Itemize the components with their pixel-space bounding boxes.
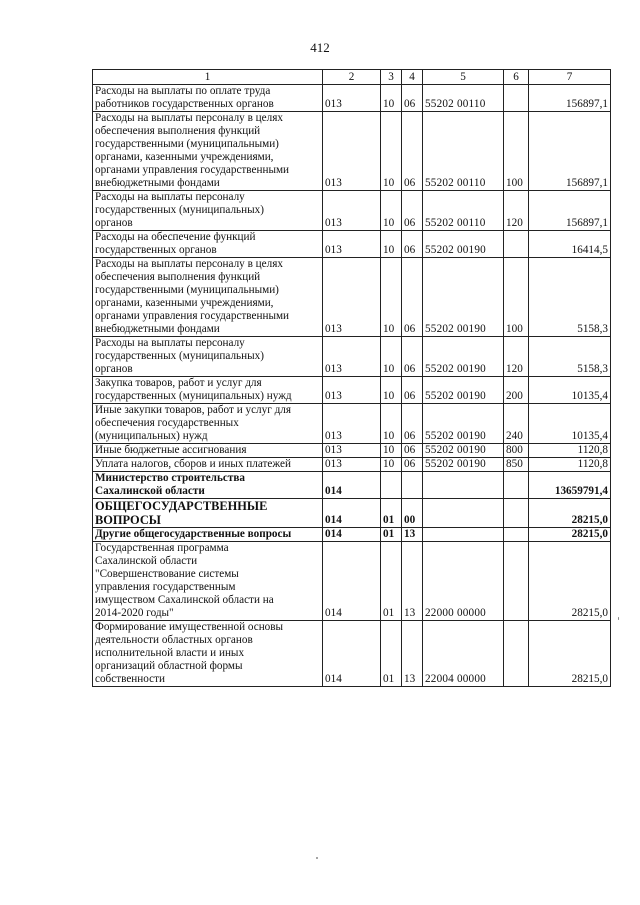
table-row — [93, 404, 611, 444]
row-amount: 10135,4 — [529, 404, 611, 444]
row-section — [381, 472, 402, 499]
row-subsection: 06 — [402, 191, 423, 231]
row-name: Другие общегосударственные вопросы — [93, 528, 323, 542]
scan-speck — [316, 857, 318, 859]
col-header-6: 6 — [504, 70, 529, 85]
row-expense-type — [504, 85, 529, 112]
row-expense-type: 120 — [504, 337, 529, 377]
table-row — [93, 472, 611, 499]
row-target-article: 55202 00190 — [423, 444, 504, 458]
table-row — [93, 258, 611, 337]
row-target-article: 22000 00000 — [423, 542, 504, 621]
row-expense-type — [504, 542, 529, 621]
row-name: Расходы на выплаты персоналу в целях обеспечения выполнения функций государственными (муниципальными) органами, казенными учреждениями, органами управления государственными внебюджетными фондами — [93, 258, 323, 337]
row-section: 01 — [381, 528, 402, 542]
row-subsection — [402, 472, 423, 499]
row-section: 01 — [381, 621, 402, 687]
row-amount: 1120,8 — [529, 458, 611, 472]
row-section: 10 — [381, 258, 402, 337]
table-row — [93, 337, 611, 377]
row-ministry-code: 014 — [323, 621, 381, 687]
col-header-7: 7 — [529, 70, 611, 85]
row-ministry-code: 014 — [323, 499, 381, 528]
row-subsection: 06 — [402, 231, 423, 258]
row-expense-type — [504, 499, 529, 528]
row-section: 01 — [381, 499, 402, 528]
row-name: Уплата налогов, сборов и иных платежей — [93, 458, 323, 472]
header-row — [93, 70, 611, 85]
row-section: 10 — [381, 377, 402, 404]
col-header-4: 4 — [402, 70, 423, 85]
col-header-3: 3 — [381, 70, 402, 85]
row-name: Формирование имущественной основы деятельности областных органов исполнительной власти и иных организаций областной формы собственности — [93, 621, 323, 687]
row-section: 10 — [381, 191, 402, 231]
row-amount: 28215,0 — [529, 542, 611, 621]
row-name: Расходы на выплаты персоналу государственных (муниципальных) органов — [93, 191, 323, 231]
row-expense-type — [504, 231, 529, 258]
row-expense-type: 100 — [504, 258, 529, 337]
table-row — [93, 112, 611, 191]
row-ministry-code: 014 — [323, 542, 381, 621]
row-target-article — [423, 528, 504, 542]
row-amount: 156897,1 — [529, 112, 611, 191]
row-subsection: 06 — [402, 85, 423, 112]
row-subsection: 06 — [402, 258, 423, 337]
row-name: Иные закупки товаров, работ и услуг для обеспечения государственных (муниципальных) нужд — [93, 404, 323, 444]
row-ministry-code: 013 — [323, 458, 381, 472]
row-ministry-code: 013 — [323, 377, 381, 404]
row-section: 10 — [381, 404, 402, 444]
row-section: 10 — [381, 458, 402, 472]
row-amount: 1120,8 — [529, 444, 611, 458]
row-expense-type: 850 — [504, 458, 529, 472]
col-header-5: 5 — [423, 70, 504, 85]
row-expense-type: 100 — [504, 112, 529, 191]
row-expense-type: 240 — [504, 404, 529, 444]
row-amount: 156897,1 — [529, 191, 611, 231]
table-row — [93, 444, 611, 458]
table-row — [93, 191, 611, 231]
row-section: 01 — [381, 542, 402, 621]
row-ministry-code: 014 — [323, 528, 381, 542]
row-section: 10 — [381, 112, 402, 191]
table-row — [93, 542, 611, 621]
row-amount: 28215,0 — [529, 499, 611, 528]
row-target-article: 55202 00190 — [423, 231, 504, 258]
row-target-article: 55202 00190 — [423, 258, 504, 337]
row-ministry-code: 013 — [323, 112, 381, 191]
row-target-article — [423, 499, 504, 528]
row-subsection: 00 — [402, 499, 423, 528]
row-expense-type — [504, 528, 529, 542]
row-subsection: 06 — [402, 112, 423, 191]
row-name: Министерство строительства Сахалинской области — [93, 472, 323, 499]
table-row — [93, 231, 611, 258]
row-target-article: 55202 00190 — [423, 404, 504, 444]
row-ministry-code: 013 — [323, 337, 381, 377]
row-expense-type — [504, 472, 529, 499]
row-amount: 28215,0 — [529, 528, 611, 542]
row-section: 10 — [381, 85, 402, 112]
row-ministry-code: 013 — [323, 191, 381, 231]
row-subsection: 06 — [402, 458, 423, 472]
row-ministry-code: 014 — [323, 472, 381, 499]
row-ministry-code: 013 — [323, 404, 381, 444]
row-name: Иные бюджетные ассигнования — [93, 444, 323, 458]
row-expense-type: 800 — [504, 444, 529, 458]
row-name: Закупка товаров, работ и услуг для государственных (муниципальных) нужд — [93, 377, 323, 404]
table-row — [93, 499, 611, 528]
col-header-1: 1 — [93, 70, 323, 85]
row-subsection: 06 — [402, 444, 423, 458]
row-subsection: 13 — [402, 621, 423, 687]
table-body — [93, 85, 611, 687]
row-name: Расходы на обеспечение функций государственных органов — [93, 231, 323, 258]
row-section: 10 — [381, 231, 402, 258]
row-target-article: 55202 00190 — [423, 337, 504, 377]
col-header-2: 2 — [323, 70, 381, 85]
row-expense-type: 200 — [504, 377, 529, 404]
row-amount: 10135,4 — [529, 377, 611, 404]
page-number: 412 — [310, 40, 330, 55]
row-subsection: 06 — [402, 377, 423, 404]
row-amount: 13659791,4 — [529, 472, 611, 499]
row-name: Государственная программа Сахалинской области "Совершенствование системы управления государственным имуществом Сахалинской области на 2014-2020 годы" — [93, 542, 323, 621]
scan-speck — [618, 617, 619, 620]
row-expense-type — [504, 621, 529, 687]
row-name: Расходы на выплаты персоналу государственных (муниципальных) органов — [93, 337, 323, 377]
row-amount: 156897,1 — [529, 85, 611, 112]
row-section: 10 — [381, 444, 402, 458]
row-subsection: 06 — [402, 337, 423, 377]
row-section: 10 — [381, 337, 402, 377]
row-subsection: 13 — [402, 542, 423, 621]
row-subsection: 06 — [402, 404, 423, 444]
row-target-article: 22004 00000 — [423, 621, 504, 687]
table-row — [93, 528, 611, 542]
row-amount: 5158,3 — [529, 258, 611, 337]
table-row — [93, 621, 611, 687]
row-target-article: 55202 00110 — [423, 191, 504, 231]
budget-table — [92, 69, 611, 687]
table-row — [93, 85, 611, 112]
row-amount: 28215,0 — [529, 621, 611, 687]
row-subsection: 13 — [402, 528, 423, 542]
row-expense-type: 120 — [504, 191, 529, 231]
row-target-article: 55202 00190 — [423, 458, 504, 472]
table-row — [93, 377, 611, 404]
row-target-article: 55202 00110 — [423, 85, 504, 112]
row-ministry-code: 013 — [323, 231, 381, 258]
row-amount: 16414,5 — [529, 231, 611, 258]
row-name: Расходы на выплаты по оплате труда работников государственных органов — [93, 85, 323, 112]
row-name: Расходы на выплаты персоналу в целях обеспечения выполнения функций государственными (муниципальными) органами, казенными учреждениями, органами управления государственными внебюджетными фондами — [93, 112, 323, 191]
row-target-article — [423, 472, 504, 499]
row-ministry-code: 013 — [323, 258, 381, 337]
table-row — [93, 458, 611, 472]
row-target-article: 55202 00110 — [423, 112, 504, 191]
row-ministry-code: 013 — [323, 444, 381, 458]
row-amount: 5158,3 — [529, 337, 611, 377]
row-ministry-code: 013 — [323, 85, 381, 112]
row-target-article: 55202 00190 — [423, 377, 504, 404]
row-name: ОБЩЕГОСУДАРСТВЕННЫЕ ВОПРОСЫ — [93, 499, 323, 528]
